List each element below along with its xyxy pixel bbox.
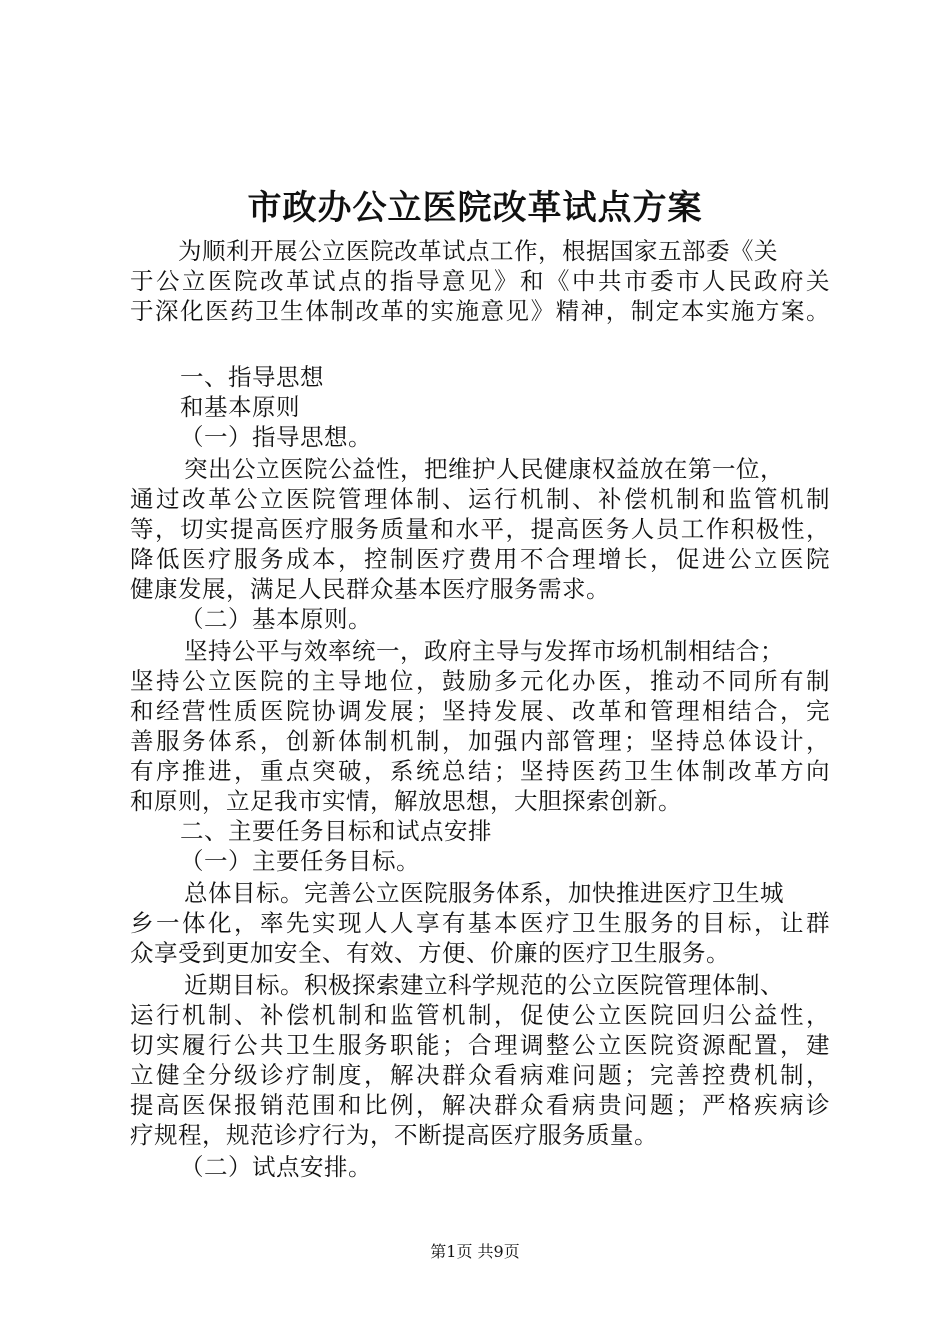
subsection-heading: （一）主要任务目标。	[180, 847, 420, 875]
text-line: 立健全分级诊疗制度，解决群众看病难问题；完善控费机制，	[130, 1061, 830, 1089]
text-line: 乡一体化，率先实现人人享有基本医疗卫生服务的目标，让群	[130, 909, 830, 937]
text-line: 于公立医院改革试点的指导意见》和《中共市委市人民政府关	[130, 267, 830, 295]
section-heading: 和基本原则	[180, 393, 300, 421]
text-line: 有序推进，重点突破，系统总结；坚持医药卫生体制改革方向	[130, 757, 830, 785]
text-line: 和原则，立足我市实情，解放思想，大胆探索创新。	[130, 787, 682, 815]
document-title: 市政办公立医院改革试点方案	[247, 188, 703, 228]
text-line: 健康发展，满足人民群众基本医疗服务需求。	[130, 575, 610, 603]
text-line: 突出公立医院公益性，把维护人民健康权益放在第一位，	[184, 455, 784, 483]
text-line: 切实履行公共卫生服务职能；合理调整公立医院资源配置，建	[130, 1031, 830, 1059]
subsection-heading: （二）基本原则。	[180, 605, 372, 633]
text-line: 运行机制、补偿机制和监管机制，促使公立医院回归公益性，	[130, 1001, 830, 1029]
section-heading: 一、指导思想	[180, 363, 324, 391]
text-line: 近期目标。积极探索建立科学规范的公立医院管理体制、	[184, 971, 784, 999]
text-line: 坚持公平与效率统一，政府主导与发挥市场机制相结合；	[184, 637, 784, 665]
text-line: 降低医疗服务成本，控制医疗费用不合理增长，促进公立医院	[130, 545, 830, 573]
text-line: 坚持公立医院的主导地位，鼓励多元化办医，推动不同所有制	[130, 667, 830, 695]
subsection-heading: （一）指导思想。	[180, 423, 372, 451]
text-line: 为顺利开展公立医院改革试点工作，根据国家五部委《关	[178, 237, 778, 265]
text-line: 于深化医药卫生体制改革的实施意见》精神，制定本实施方案。	[130, 297, 830, 325]
subsection-heading: （二）试点安排。	[180, 1153, 372, 1181]
text-line: 提高医保报销范围和比例，解决群众看病贵问题；严格疾病诊	[130, 1091, 830, 1119]
text-line: 通过改革公立医院管理体制、运行机制、补偿机制和监管机制	[130, 485, 830, 513]
text-line: 善服务体系，创新体制机制，加强内部管理；坚持总体设计，	[130, 727, 830, 755]
text-line: 众享受到更加安全、有效、方便、价廉的医疗卫生服务。	[130, 939, 730, 967]
text-line: 等，切实提高医疗服务质量和水平，提高医务人员工作积极性，	[130, 515, 830, 543]
text-line: 疗规程，规范诊疗行为，不断提高医疗服务质量。	[130, 1121, 658, 1149]
text-line: 总体目标。完善公立医院服务体系，加快推进医疗卫生城	[184, 879, 784, 907]
text-line: 和经营性质医院协调发展；坚持发展、改革和管理相结合，完	[130, 697, 830, 725]
page-number: 第1页 共9页	[430, 1242, 520, 1261]
section-heading: 二、主要任务目标和试点安排	[180, 817, 492, 845]
